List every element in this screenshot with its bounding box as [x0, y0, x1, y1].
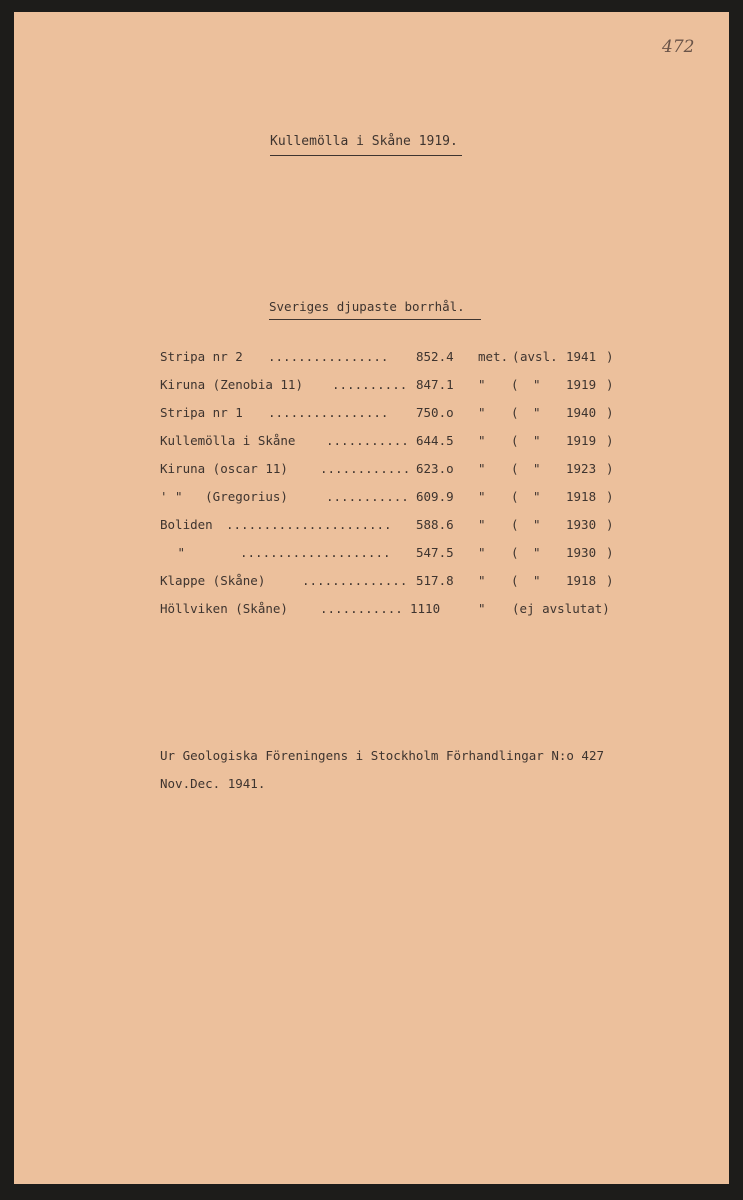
row-paren: (ej avslutat) — [512, 601, 610, 616]
row-depth: 1110 — [410, 601, 441, 616]
row-name: Stripa nr 1 — [160, 405, 243, 420]
row-year: 1918 — [566, 489, 597, 504]
row-year: 1919 — [566, 433, 597, 448]
row-name: Kiruna (oscar 11) — [160, 461, 288, 476]
row-note: " — [533, 377, 541, 392]
row-unit: " — [478, 405, 486, 420]
row-close: ) — [606, 517, 614, 532]
row-paren: ( — [511, 377, 519, 392]
row-year: 1930 — [566, 545, 597, 560]
row-year: 1941 — [566, 349, 597, 364]
row-paren: ( — [511, 545, 519, 560]
row-unit: " — [478, 545, 486, 560]
row-close: ) — [606, 433, 614, 448]
row-close: ) — [606, 461, 614, 476]
row-unit: " — [478, 601, 486, 616]
row-leader: .................... — [240, 545, 391, 560]
row-year: 1923 — [566, 461, 597, 476]
row-leader: .............. — [302, 573, 408, 588]
row-note: avsl. — [520, 349, 558, 364]
row-depth: 517.8 — [416, 573, 454, 588]
row-paren: ( — [511, 405, 519, 420]
row-unit: " — [478, 433, 486, 448]
title-underline — [270, 155, 462, 156]
subtitle-underline — [269, 319, 481, 320]
row-year: 1930 — [566, 517, 597, 532]
row-leader: ........... — [320, 601, 403, 616]
row-year: 1918 — [566, 573, 597, 588]
row-unit: " — [478, 377, 486, 392]
row-paren: ( — [512, 349, 520, 364]
source-line-1: Ur Geologiska Föreningens i Stockholm Förhandlingar N:o 427 — [160, 748, 605, 763]
row-year: 1919 — [566, 377, 597, 392]
row-name: Höllviken (Skåne) — [160, 601, 288, 616]
row-unit: " — [478, 517, 486, 532]
row-leader: ................ — [268, 349, 389, 364]
row-close: ) — [606, 377, 614, 392]
row-name: Kiruna (Zenobia 11) — [160, 377, 303, 392]
row-unit: " — [478, 461, 486, 476]
row-paren: ( — [511, 573, 519, 588]
page-subtitle: Sveriges djupaste borrhål. — [269, 299, 465, 314]
folio-number: 472 — [662, 37, 695, 57]
row-note: " — [533, 545, 541, 560]
row-depth: 609.9 — [416, 489, 454, 504]
row-note: " — [533, 517, 541, 532]
row-paren: ( — [511, 517, 519, 532]
row-note: " — [533, 489, 541, 504]
document-page — [14, 12, 729, 1184]
row-note: " — [533, 573, 541, 588]
row-year: 1940 — [566, 405, 597, 420]
row-unit: met. — [478, 349, 509, 364]
row-unit: " — [478, 489, 486, 504]
row-close: ) — [606, 545, 614, 560]
row-name: Boliden — [160, 517, 213, 532]
row-depth: 547.5 — [416, 545, 454, 560]
source-citation — [160, 742, 604, 798]
row-paren: ( — [511, 489, 519, 504]
row-unit: " — [478, 573, 486, 588]
row-note: " — [533, 433, 541, 448]
row-close: ) — [606, 405, 614, 420]
row-close: ) — [606, 573, 614, 588]
row-note: " — [533, 405, 541, 420]
row-close: ) — [606, 489, 614, 504]
row-depth: 750.o — [416, 405, 454, 420]
row-leader: ............ — [320, 461, 411, 476]
row-leader: ................ — [268, 405, 389, 420]
row-depth: 623.o — [416, 461, 454, 476]
row-name: ' " (Gregorius) — [160, 489, 288, 504]
row-leader: ........... — [326, 489, 409, 504]
row-name: Klappe (Skåne) — [160, 573, 266, 588]
row-depth: 644.5 — [416, 433, 454, 448]
row-leader: ...................... — [226, 517, 392, 532]
row-depth: 847.1 — [416, 377, 454, 392]
row-close: ) — [606, 349, 614, 364]
row-leader: ........... — [326, 433, 409, 448]
row-name: Kullemölla i Skåne — [160, 433, 296, 448]
row-depth: 852.4 — [416, 349, 454, 364]
row-note: " — [533, 461, 541, 476]
row-paren: ( — [511, 433, 519, 448]
row-leader: .......... — [332, 377, 408, 392]
row-name: Stripa nr 2 — [160, 349, 243, 364]
source-line-2: Nov.Dec. 1941. — [160, 776, 266, 791]
page-title: Kullemölla i Skåne 1919. — [270, 134, 458, 149]
row-depth: 588.6 — [416, 517, 454, 532]
row-name: " — [170, 545, 186, 560]
row-paren: ( — [511, 461, 519, 476]
